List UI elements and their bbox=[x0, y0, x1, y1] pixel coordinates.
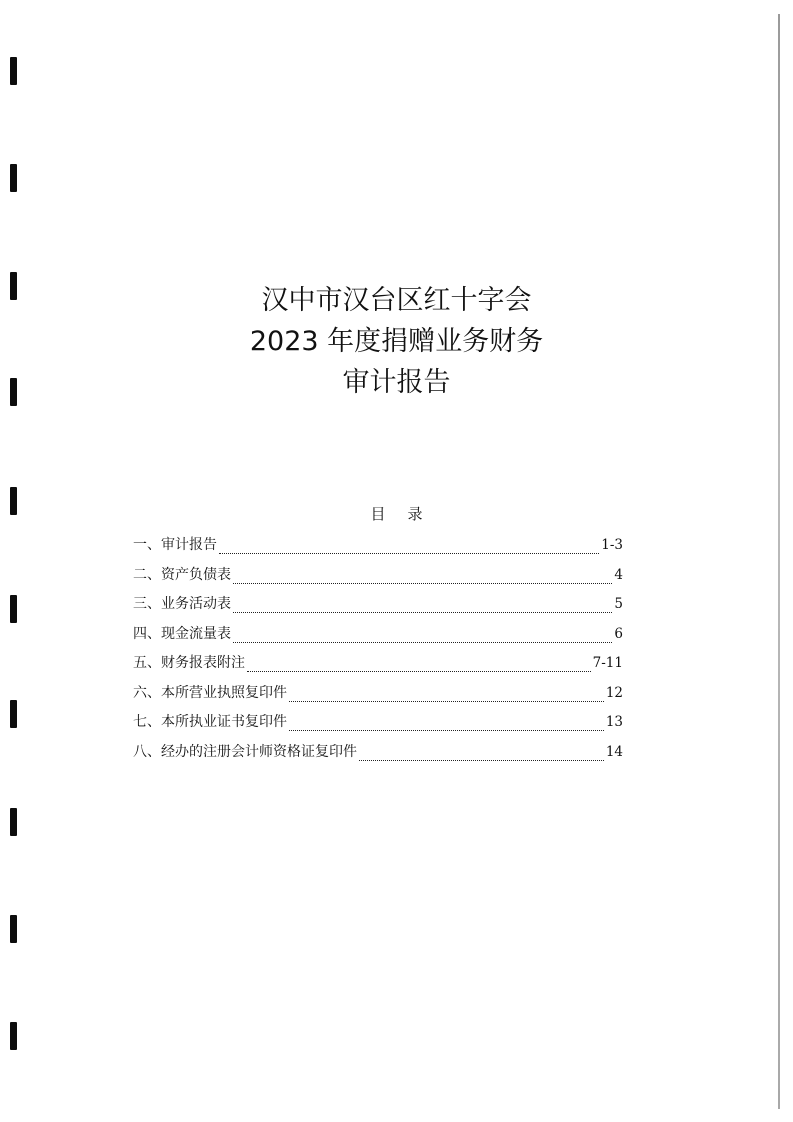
toc-leader-dots bbox=[233, 612, 612, 613]
toc-item bbox=[133, 623, 623, 653]
toc-leader-dots bbox=[219, 553, 599, 554]
toc-item-page: 4 bbox=[614, 566, 623, 583]
toc-item-page: 1-3 bbox=[601, 537, 623, 553]
toc-item-page: 5 bbox=[614, 596, 623, 612]
toc-leader-dots bbox=[289, 701, 604, 702]
toc-leader-dots bbox=[289, 730, 604, 731]
toc-item-label: 八、经办的注册会计师资格证复印件 bbox=[133, 743, 357, 760]
toc-item-label: 三、业务活动表 bbox=[133, 596, 231, 612]
toc-item-page: 13 bbox=[605, 714, 623, 730]
toc-item-label: 四、现金流量表 bbox=[133, 625, 231, 642]
toc-item-label: 二、资产负债表 bbox=[133, 566, 231, 583]
toc-leader-dots bbox=[233, 583, 612, 584]
toc-item bbox=[133, 564, 623, 594]
toc-item-label: 六、本所营业执照复印件 bbox=[133, 684, 287, 701]
toc-item-label: 五、财务报表附注 bbox=[133, 655, 245, 671]
title-line-2: 2023 年度捐赠业务财务 bbox=[249, 326, 544, 357]
binding-mark bbox=[10, 915, 17, 943]
scan-edge-line bbox=[778, 14, 780, 1109]
toc-item bbox=[133, 682, 623, 712]
toc-leader-dots bbox=[233, 642, 612, 643]
title-line-1: 汉中市汉台区红十字会 bbox=[261, 285, 532, 316]
toc-item bbox=[133, 534, 623, 564]
toc-item-page: 14 bbox=[605, 743, 623, 760]
binding-mark bbox=[10, 164, 17, 192]
binding-mark bbox=[10, 595, 17, 623]
toc-item-page: 12 bbox=[605, 684, 623, 701]
toc-leader-dots bbox=[247, 671, 591, 672]
toc-heading: 目录 bbox=[370, 505, 445, 523]
toc-item-page: 6 bbox=[614, 625, 623, 642]
title-line-3: 审计报告 bbox=[342, 367, 451, 398]
toc-item-label: 一、审计报告 bbox=[133, 537, 217, 553]
binding-mark bbox=[10, 808, 17, 836]
toc-item-label: 七、本所执业证书复印件 bbox=[133, 714, 287, 730]
binding-mark bbox=[10, 1022, 17, 1050]
toc-item-page: 7-11 bbox=[592, 655, 623, 671]
table-of-contents bbox=[133, 534, 623, 770]
binding-mark bbox=[10, 700, 17, 728]
toc-item bbox=[133, 741, 623, 771]
toc-item bbox=[133, 652, 623, 682]
toc-item bbox=[133, 593, 623, 623]
toc-leader-dots bbox=[359, 760, 604, 761]
toc-item bbox=[133, 711, 623, 741]
report-title bbox=[0, 280, 793, 403]
binding-mark bbox=[10, 57, 17, 85]
